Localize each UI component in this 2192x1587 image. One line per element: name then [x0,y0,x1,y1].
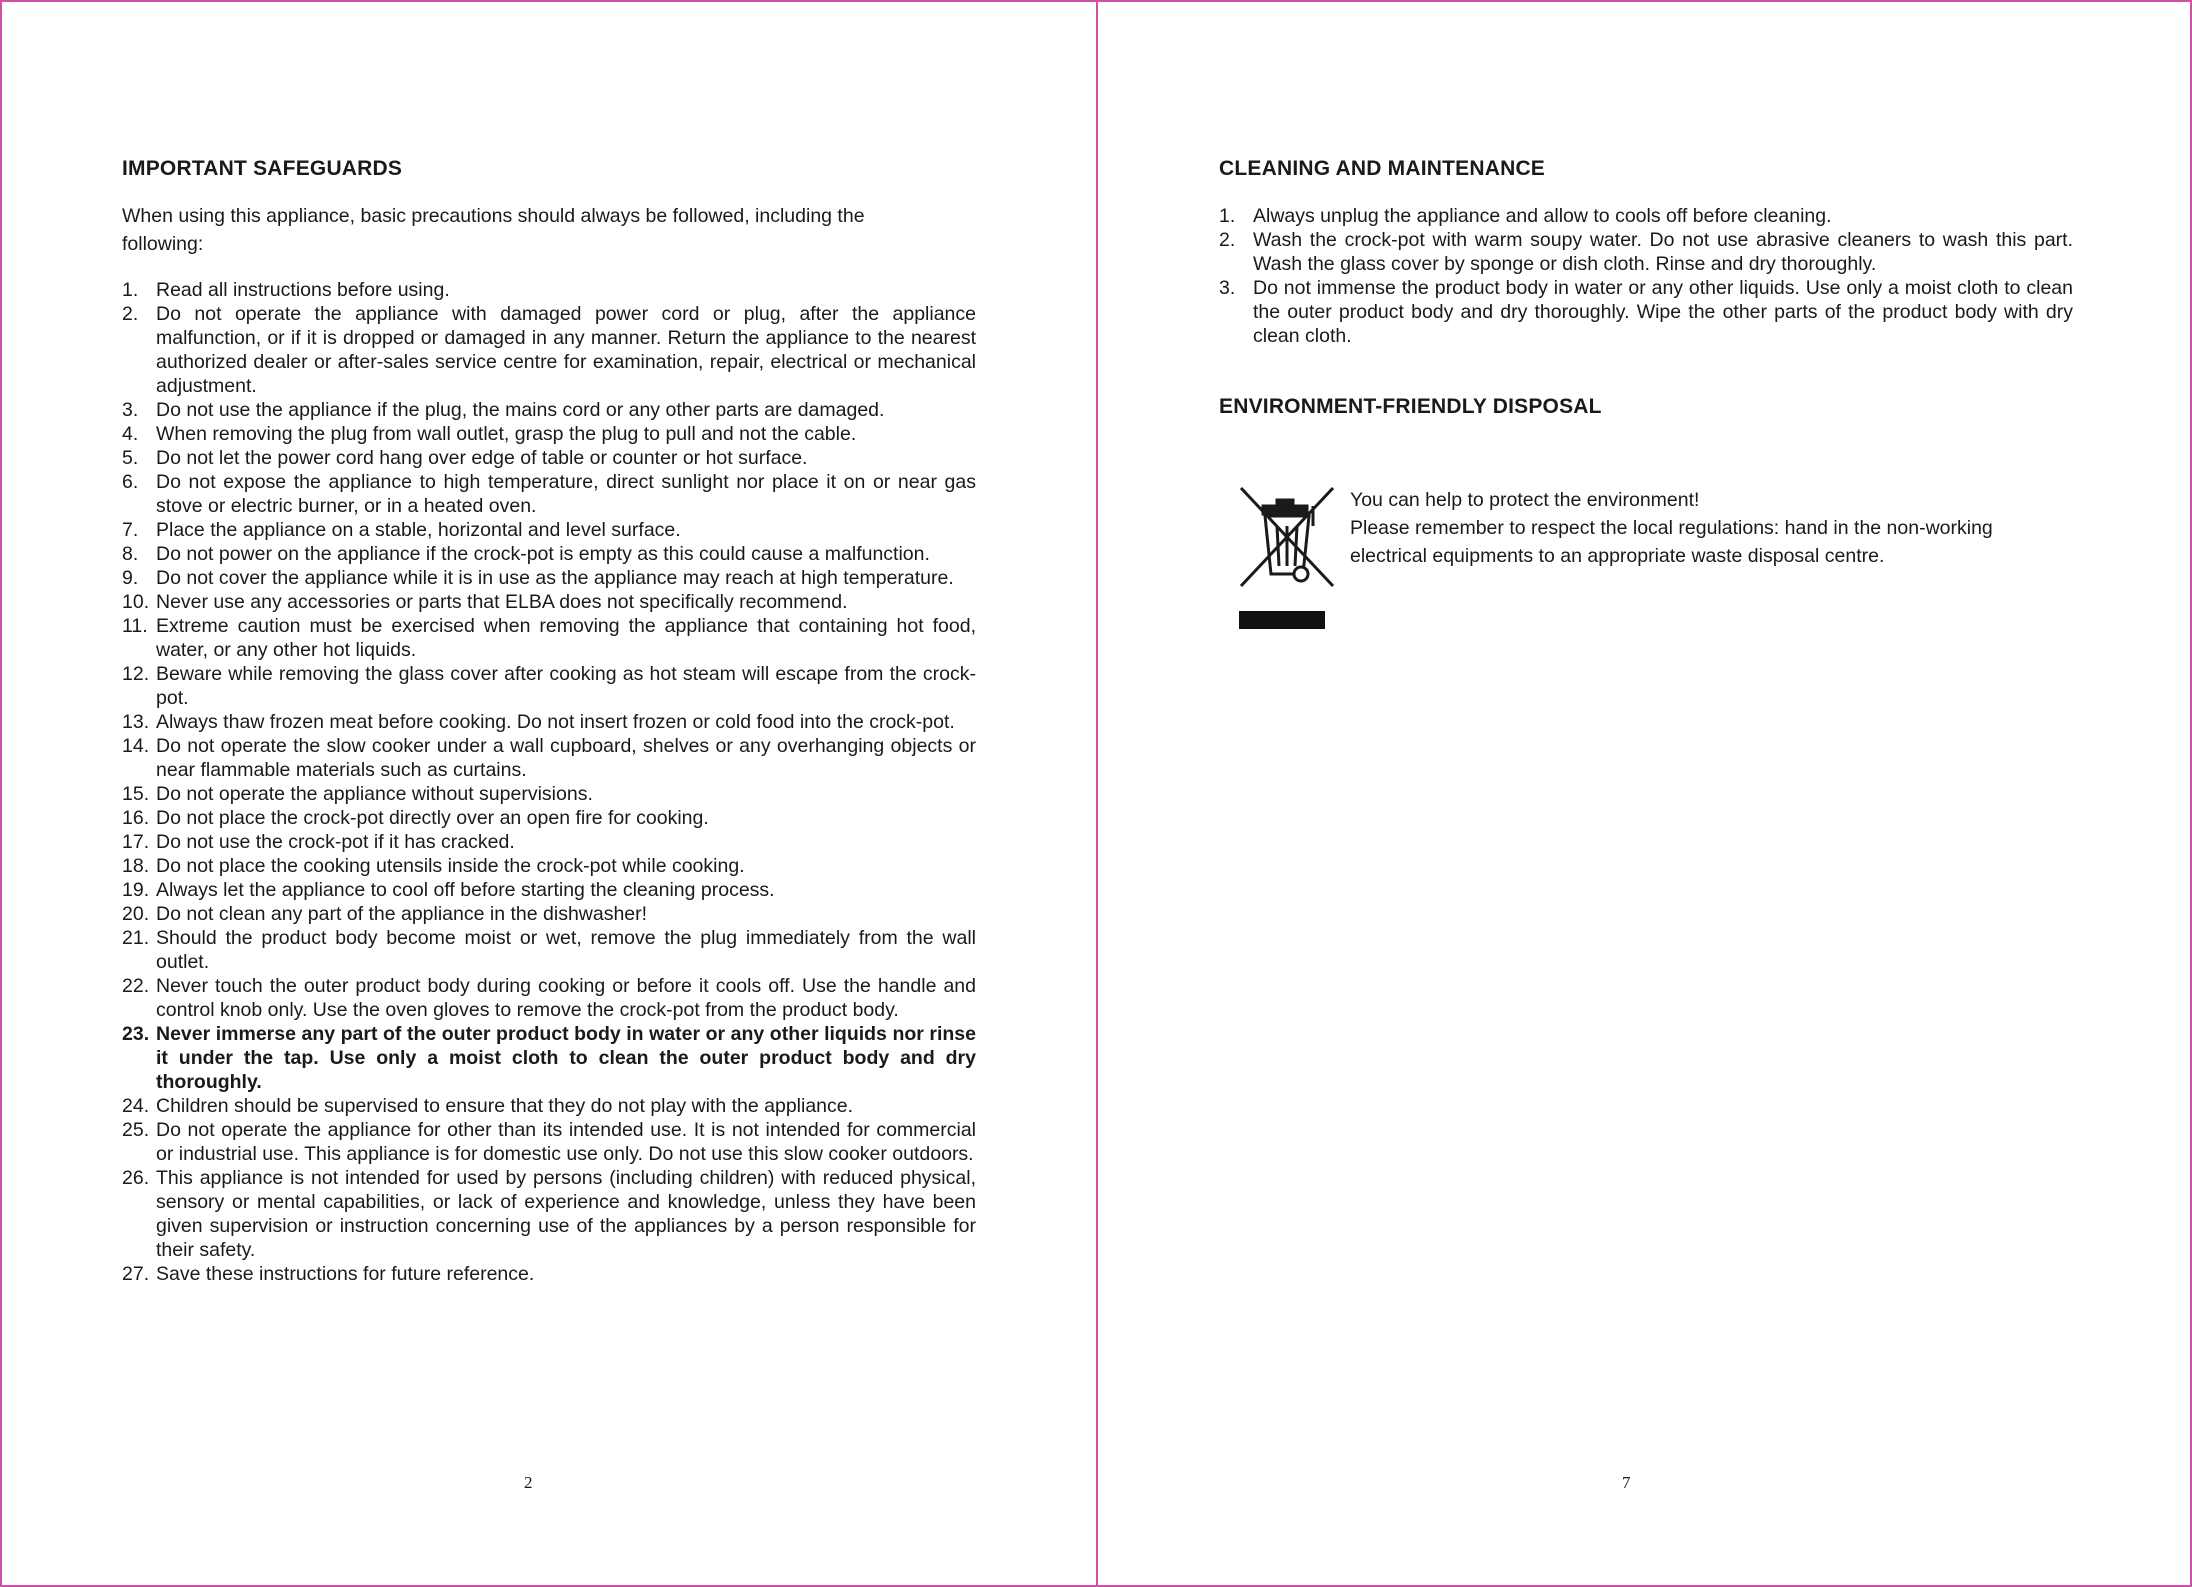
list-item-number: 6. [122,471,139,493]
list-item [1219,228,2073,276]
disposal-text [1350,486,2070,570]
list-item-number: 2. [122,303,139,325]
list-item-number: 15. [122,783,150,805]
list-item-number: 2. [1219,229,1236,251]
page-number: 7 [1622,1473,1631,1492]
disposal-line: Please remember to respect the local regulations: hand in the non-working [1350,517,1993,539]
list-item-text: Never touch the outer product body during cooking or before it cools off. Use the handle and control knob only. Use the oven gloves to remove the crock-pot from the product body. [156,975,976,1021]
list-item-number: 11. [122,615,148,637]
list-item-number: 26. [122,1167,150,1189]
list-item-number: 13. [122,711,150,733]
list-item [122,854,976,878]
page-divider [1096,0,1098,1587]
cleaning-heading: CLEANING AND MAINTENANCE [1219,157,1546,180]
list-item [122,902,976,926]
list-item-text: Do not place the cooking utensils inside the crock-pot while cooking. [156,855,745,877]
list-item-number: 3. [122,399,139,421]
list-item [122,446,976,470]
list-item [122,734,976,782]
list-item-text: Do not immense the product body in water or any other liquids. Use only a moist cloth to clean the outer product body and dry thoroughly. Wipe the other parts of the product body with dry clean cloth. [1253,277,2073,347]
list-item-number: 20. [122,903,150,925]
list-item-text: Do not operate the appliance with damaged power cord or plug, after the appliance malfunction, or if it is dropped or damaged in any manner. Return the appliance to the nearest authorized dealer or after-sales service centre for examination, repair, electrical or mechanical adjustment. [156,303,976,397]
list-item-text: Always thaw frozen meat before cooking. Do not insert frozen or cold food into the crock-pot. [156,711,955,733]
list-item [122,710,976,734]
list-item-number: 23. [122,1023,150,1045]
list-item [122,614,976,662]
list-item [122,926,976,974]
list-item-text: Save these instructions for future reference. [156,1263,535,1285]
list-item [122,566,976,590]
list-item-number: 1. [1219,205,1236,227]
list-item-text: Do not use the crock-pot if it has cracked. [156,831,515,853]
list-item [122,470,976,518]
disposal-heading: ENVIRONMENT-FRIENDLY DISPOSAL [1219,395,1602,418]
list-item-text: Do not clean any part of the appliance in the dishwasher! [156,903,648,925]
list-item-text: Never use any accessories or parts that ELBA does not specifically recommend. [156,591,848,613]
list-item-text: Place the appliance on a stable, horizontal and level surface. [156,519,681,541]
safeguards-list [122,278,976,1286]
left-page [122,0,976,1587]
list-item-text: Read all instructions before using. [156,279,450,301]
list-item-number: 3. [1219,277,1236,299]
list-item-text: Children should be supervised to ensure that they do not play with the appliance. [156,1095,854,1117]
list-item [122,1022,976,1094]
list-item [122,830,976,854]
list-item-text: When removing the plug from wall outlet, grasp the plug to pull and not the cable. [156,423,857,445]
list-item-text: Always unplug the appliance and allow to cools off before cleaning. [1253,205,1832,227]
list-item-text: Do not place the crock-pot directly over an open fire for cooking. [156,807,709,829]
list-item [122,302,976,398]
list-item [1219,204,2073,228]
list-item [122,590,976,614]
list-item [122,422,976,446]
list-item-number: 27. [122,1263,150,1285]
cleaning-list [1219,204,2073,348]
list-item [122,974,976,1022]
disposal-line: You can help to protect the environment! [1350,489,1700,511]
list-item-number: 7. [122,519,139,541]
list-item-number: 5. [122,447,139,469]
list-item-number: 17. [122,831,150,853]
list-item-text: Do not expose the appliance to high temperature, direct sunlight nor place it on or near gas stove or electric burner, or in a heated oven. [156,471,976,517]
list-item-text: Wash the crock-pot with warm soupy water. Do not use abrasive cleaners to wash this part. Wash the glass cover by sponge or dish cloth. Rinse and dry thoroughly. [1253,229,2073,275]
list-item-text: Do not cover the appliance while it is in use as the appliance may reach at high temperature. [156,567,954,589]
list-item-number: 14. [122,735,150,757]
list-item [122,878,976,902]
list-item-number: 8. [122,543,139,565]
list-item [122,782,976,806]
list-item-text: Do not operate the appliance without supervisions. [156,783,593,805]
list-item [122,542,976,566]
list-item [122,1166,976,1262]
list-item-number: 12. [122,663,150,685]
list-item-text: Do not let the power cord hang over edge of table or counter or hot surface. [156,447,808,469]
list-item-text: Do not power on the appliance if the crock-pot is empty as this could cause a malfunction. [156,543,930,565]
list-item-number: 16. [122,807,150,829]
list-item-text: This appliance is not intended for used by persons (including children) with reduced physical, sensory or mental capabilities, or lack of experience and knowledge, unless they have been given supervision or instruction concerning use of the appliances by a person responsible for their safety. [156,1167,976,1261]
list-item-text: Never immerse any part of the outer product body in water or any other liquids nor rinse it under the tap. Use only a moist cloth to clean the outer product body and dry thoroughly. [156,1023,976,1093]
list-item [1219,276,2073,348]
list-item-number: 4. [122,423,139,445]
list-item-number: 25. [122,1119,150,1141]
list-item-text: Do not use the appliance if the plug, the mains cord or any other parts are damaged. [156,399,885,421]
list-item [122,398,976,422]
list-item-number: 18. [122,855,150,877]
list-item-number: 1. [122,279,139,301]
list-item [122,1262,976,1286]
page-number: 2 [524,1473,533,1492]
list-item-text: Always let the appliance to cool off before starting the cleaning process. [156,879,775,901]
disposal-line: electrical equipments to an appropriate waste disposal centre. [1350,545,1885,567]
safeguards-intro: When using this appliance, basic precautions should always be followed, including the following: [122,205,865,255]
list-item-number: 10. [122,591,150,613]
list-item [122,806,976,830]
list-item [122,662,976,710]
list-item-number: 24. [122,1095,150,1117]
list-item [122,278,976,302]
right-page [1219,0,2073,1587]
list-item [122,1094,976,1118]
list-item-text: Do not operate the appliance for other than its intended use. It is not intended for commercial or industrial use. This appliance is for domestic use only. Do not use this slow cooker outdoors. [156,1119,976,1165]
crossed-out-wheelie-bin-icon [1231,482,1343,632]
list-item-number: 19. [122,879,150,901]
list-item-number: 9. [122,567,139,589]
list-item-number: 22. [122,975,150,997]
list-item [122,1118,976,1166]
list-item-text: Extreme caution must be exercised when removing the appliance that containing hot food, water, or any other hot liquids. [156,615,976,661]
list-item-text: Beware while removing the glass cover after cooking as hot steam will escape from the crock-pot. [156,663,976,709]
list-item [122,518,976,542]
safeguards-heading: IMPORTANT SAFEGUARDS [122,157,403,180]
list-item-number: 21. [122,927,150,949]
list-item-text: Should the product body become moist or wet, remove the plug immediately from the wall outlet. [156,927,976,973]
list-item-text: Do not operate the slow cooker under a wall cupboard, shelves or any overhanging objects or near flammable materials such as curtains. [156,735,976,781]
